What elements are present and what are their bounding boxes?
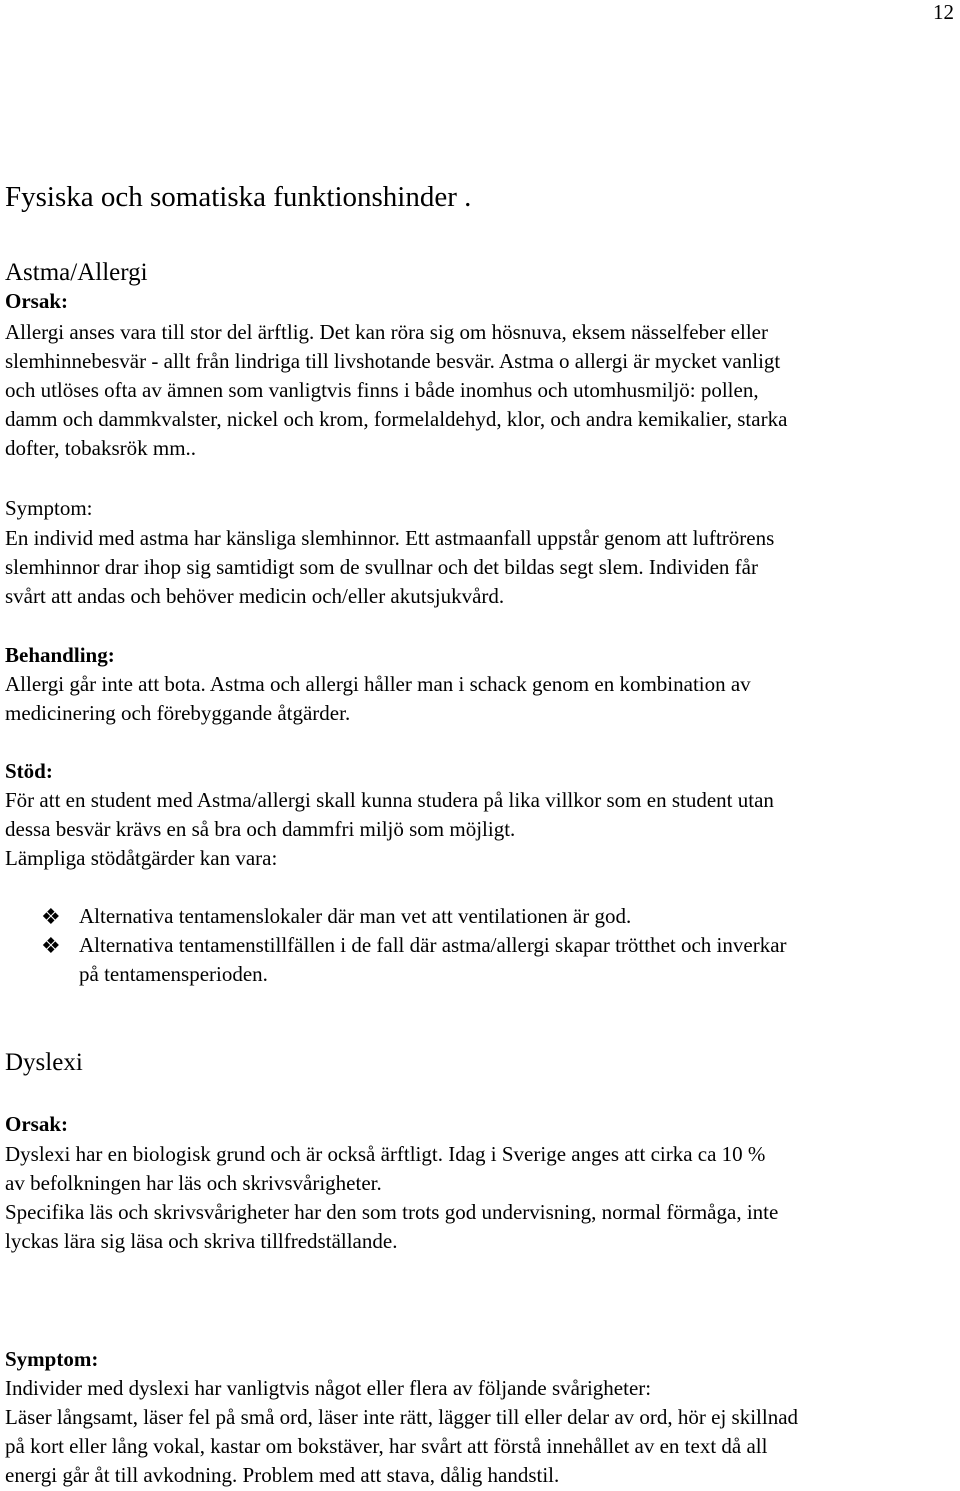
text-line: Alternativa tentamenstillfällen i de fall där astma/allergi skapar trötthet och inverkar xyxy=(79,933,787,957)
behandling-label: Behandling: xyxy=(5,643,115,667)
symptom-text-dyslexi xyxy=(5,1374,957,1490)
orsak-text-dyslexi xyxy=(5,1140,957,1256)
text-line: Dyslexi har en biologisk grund och är också ärftligt. Idag i Sverige anges att cirka ca 10 % xyxy=(5,1142,766,1166)
text-line: på tentamensperioden. xyxy=(79,962,268,986)
page-title: Fysiska och somatiska funktionshinder . xyxy=(5,181,472,213)
text-line: på kort eller lång vokal, kastar om bokstäver, har svårt att förstå innehållet av en text då all xyxy=(5,1434,768,1458)
text-line: Lämpliga stödåtgärder kan vara: xyxy=(5,846,278,870)
list-item xyxy=(5,931,957,989)
section-heading-dyslexi: Dyslexi xyxy=(5,1049,83,1076)
symptom-text-astma xyxy=(5,524,957,611)
orsak-label-dyslexi: Orsak: xyxy=(5,1112,68,1136)
text-line: damm och dammkvalster, nickel och krom, formelaldehyd, klor, och andra kemikalier, starka xyxy=(5,407,788,431)
text-line: energi går åt till avkodning. Problem med att stava, dålig handstil. xyxy=(5,1463,560,1487)
text-line: För att en student med Astma/allergi skall kunna studera på lika villkor som en student utan xyxy=(5,788,774,812)
symptom-label-dyslexi: Symptom: xyxy=(5,1347,99,1371)
text-line: svårt att andas och behöver medicin och/eller akutsjukvård. xyxy=(5,584,505,608)
text-line: Specifika läs och skrivsvårigheter har den som trots god undervisning, normal förmåga, inte xyxy=(5,1200,779,1224)
text-line: dessa besvär krävs en så bra och dammfri miljö som möjligt. xyxy=(5,817,516,841)
text-line: av befolkningen har läs och skrivsvårigheter. xyxy=(5,1171,382,1195)
text-line: slemhinnebesvär - allt från lindriga till livshotande besvär. Astma o allergi är mycket vanligt xyxy=(5,349,781,373)
orsak-text-astma xyxy=(5,318,957,463)
text-line: och utlöses ofta av ämnen som vanligtvis finns i både inomhus och utomhusmiljö: pollen, xyxy=(5,378,759,402)
text-line: medicinering och förebyggande åtgärder. xyxy=(5,701,351,725)
text-line: Allergi anses vara till stor del ärftlig. Det kan röra sig om hösnuva, eksem nässelfeber eller xyxy=(5,320,768,344)
text-line: Alternativa tentamenslokaler där man vet att ventilationen är god. xyxy=(79,904,632,928)
text-line: Läser långsamt, läser fel på små ord, läser inte rätt, lägger till eller delar av ord, hör ej skillnad xyxy=(5,1405,799,1429)
stod-text xyxy=(5,786,957,873)
text-line: Allergi går inte att bota. Astma och allergi håller man i schack genom en kombination av xyxy=(5,672,751,696)
diamond-bullet-icon: ❖ xyxy=(41,933,61,958)
list-item xyxy=(5,902,957,931)
text-line: slemhinnor drar ihop sig samtidigt som de svullnar och det bildas segt slem. Individen får xyxy=(5,555,758,579)
page-number: 12 xyxy=(933,0,954,24)
symptom-label-astma: Symptom: xyxy=(5,496,93,520)
orsak-label-astma: Orsak: xyxy=(5,289,68,313)
section-heading-astma: Astma/Allergi xyxy=(5,259,148,286)
stod-label: Stöd: xyxy=(5,759,53,783)
diamond-bullet-icon: ❖ xyxy=(41,904,61,929)
text-line: dofter, tobaksrök mm.. xyxy=(5,436,197,460)
text-line: Individer med dyslexi har vanligtvis något eller flera av följande svårigheter: xyxy=(5,1376,652,1400)
text-line: En individ med astma har känsliga slemhinnor. Ett astmaanfall uppstår genom att luftrörens xyxy=(5,526,775,550)
behandling-text xyxy=(5,670,957,728)
text-line: lyckas lära sig läsa och skriva tillfredställande. xyxy=(5,1229,398,1253)
support-list xyxy=(5,902,957,989)
